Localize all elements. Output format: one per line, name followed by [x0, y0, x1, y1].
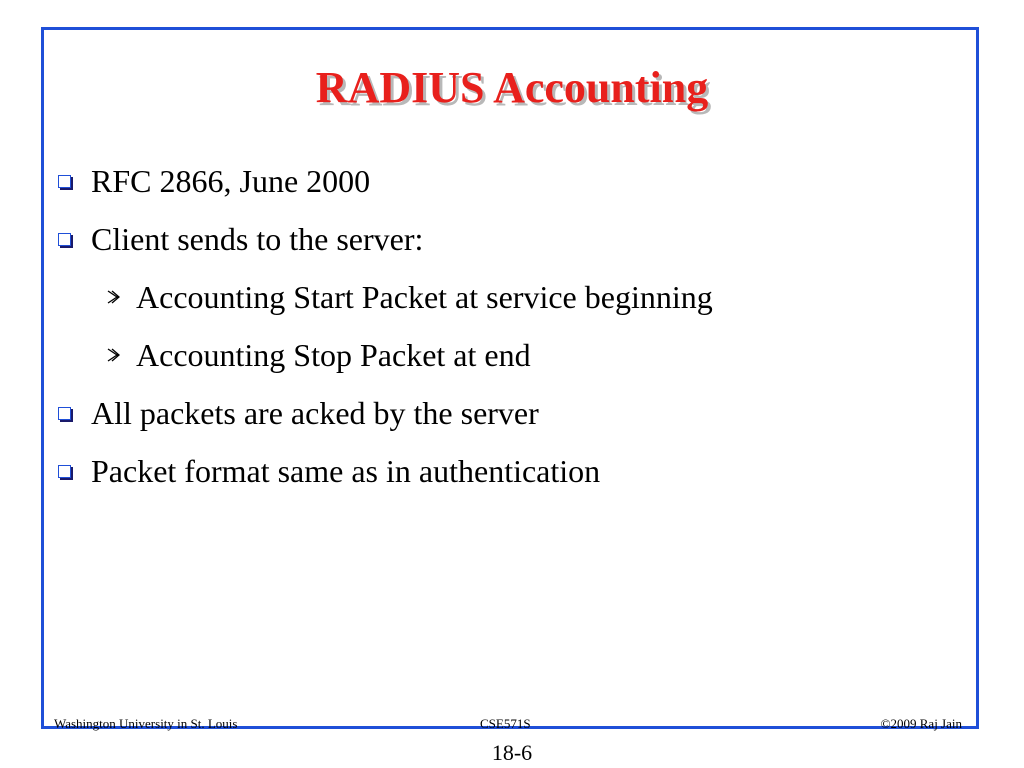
- sub-bullet-text: Accounting Stop Packet at end: [136, 336, 531, 373]
- bullet-list: [54, 152, 713, 500]
- bullet-item: [54, 210, 713, 268]
- square-bullet-icon: [58, 175, 71, 188]
- arrow-bullet-icon: [106, 289, 126, 305]
- sub-bullet-item: [54, 268, 713, 326]
- slide-title: RADIUS Accounting: [315, 63, 709, 112]
- footer-copyright: ©2009 Raj Jain: [880, 716, 962, 731]
- arrow-bullet-icon: [106, 347, 126, 363]
- sub-bullet-item: [54, 326, 713, 384]
- square-bullet-icon: [58, 233, 71, 246]
- bullet-text: All packets are acked by the server: [91, 394, 539, 431]
- bullet-item: [54, 442, 713, 500]
- square-bullet-icon: [58, 407, 71, 420]
- footer-course: CSE571S: [480, 716, 531, 731]
- bullet-text: Packet format same as in authentication: [91, 452, 601, 489]
- square-bullet-icon: [58, 465, 71, 478]
- footer-institution: Washington University in St. Louis: [54, 716, 238, 731]
- bullet-item: [54, 152, 713, 210]
- bullet-item: [54, 384, 713, 442]
- bullet-text: RFC 2866, June 2000: [91, 162, 371, 199]
- page-number: 18-6: [491, 740, 533, 765]
- sub-bullet-text: Accounting Start Packet at service beginning: [136, 278, 713, 315]
- bullet-text: Client sends to the server:: [91, 220, 424, 257]
